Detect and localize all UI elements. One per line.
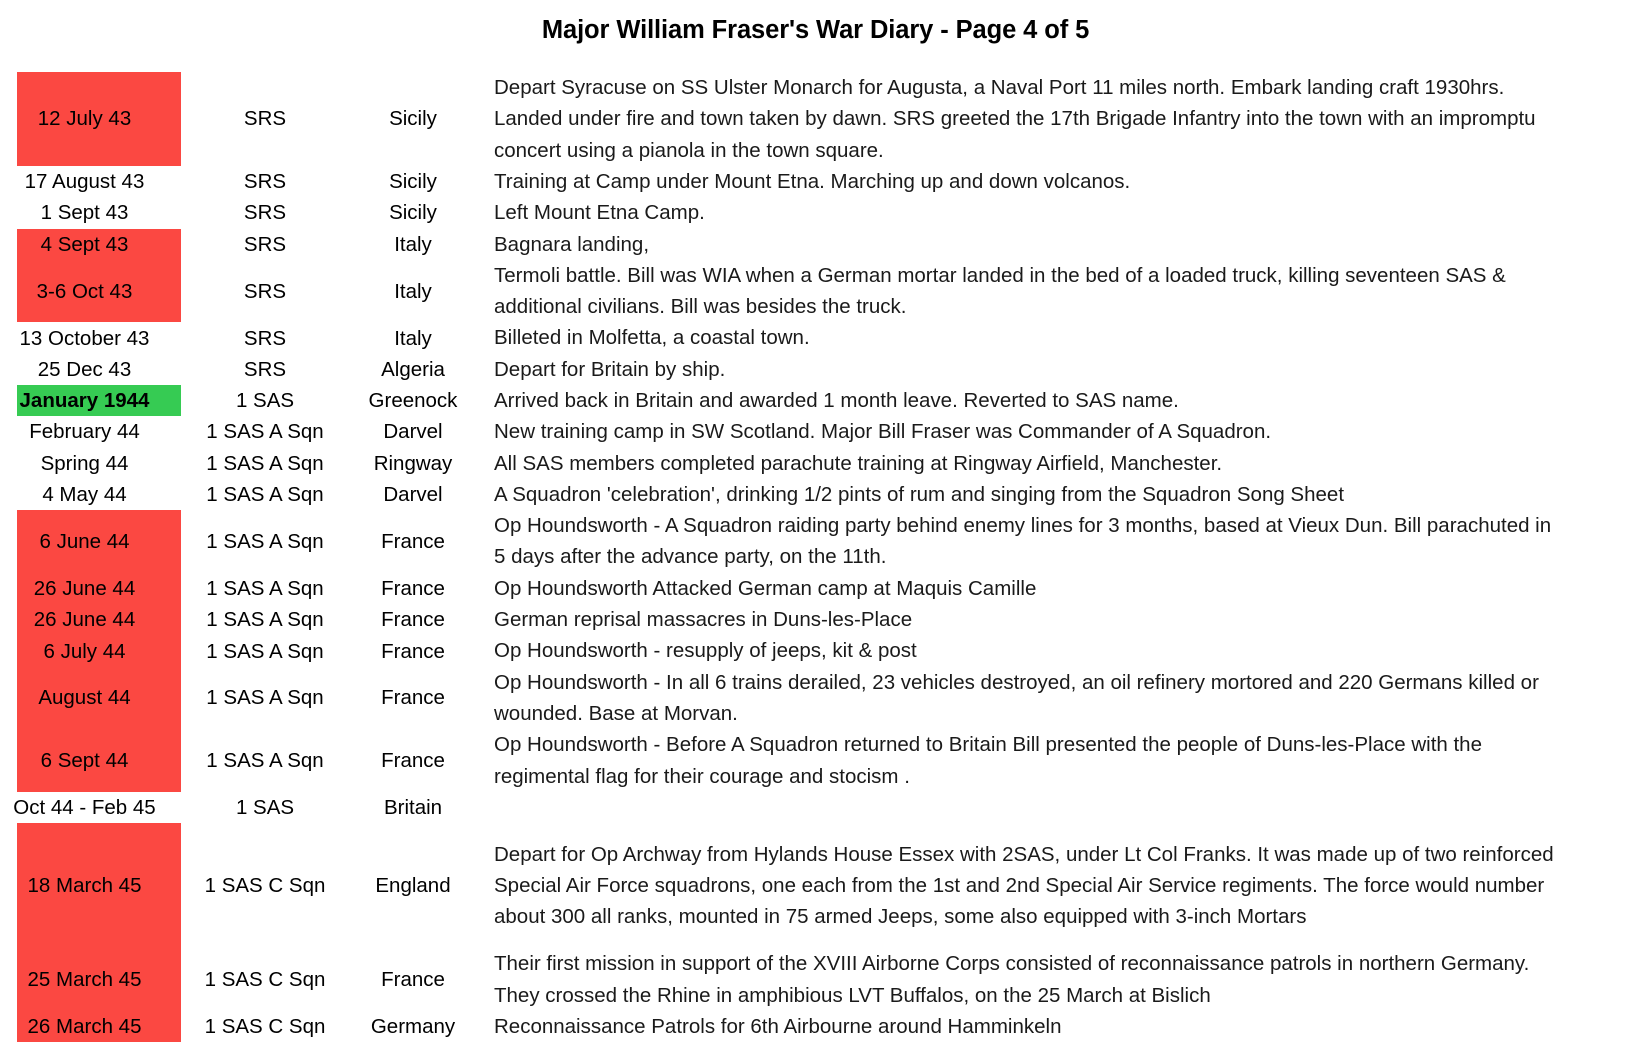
cell-date: 6 July 44	[43, 639, 126, 663]
cell-description: German reprisal massacres in Duns-les-Place	[494, 608, 913, 632]
cell-description: A Squadron 'celebration', drinking 1/2 pints of rum and singing from the Squadron Song Sheet	[494, 482, 1345, 506]
cell-date: Spring 44	[40, 451, 129, 475]
table-row	[0, 385, 1631, 416]
cell-description: Depart for Britain by ship.	[494, 357, 726, 381]
cell-location: France	[381, 749, 445, 773]
cell-date: 6 Sept 44	[40, 749, 129, 773]
cell-description: Training at Camp under Mount Etna. Marching up and down volcanos.	[494, 169, 1131, 193]
cell-date: 1 Sept 43	[40, 201, 129, 225]
cell-description: Bagnara landing,	[494, 232, 650, 256]
cell-date: 6 June 44	[39, 529, 130, 553]
cell-location: France	[381, 576, 445, 600]
table-row	[0, 229, 1631, 260]
cell-description: New training camp in SW Scotland. Major Bill Fraser was Commander of A Squadron.	[494, 420, 1272, 444]
cell-unit: SRS	[243, 279, 287, 303]
cell-location: France	[381, 639, 445, 663]
cell-description: Billeted in Molfetta, a coastal town.	[494, 326, 810, 350]
cell-date: Oct 44 - Feb 45	[13, 796, 156, 820]
cell-date: 17 August 43	[24, 170, 145, 194]
table-row	[0, 604, 1631, 635]
table-row	[0, 479, 1631, 510]
cell-location: Greenock	[368, 389, 458, 413]
cell-description: Depart for Op Archway from Hylands House Essex with 2SAS, under Lt Col Franks. It was made up of two reinforced Special Air Force squadrons, one each from the 1st and 2nd Special Air Service regiments. The force would number about 300 all ranks, mounted in 75 armed Jeeps, some also equipped with 3-inch Mortars	[494, 842, 1554, 929]
cell-date: 18 March 45	[27, 874, 142, 898]
cell-date: 25 March 45	[27, 968, 142, 992]
cell-unit: SRS	[243, 107, 287, 131]
cell-date: 4 Sept 43	[40, 232, 129, 256]
cell-description: Op Houndsworth - In all 6 trains derailed, 23 vehicles destroyed, an oil refinery mortored and 220 Germans killed or wounded. Base at Morvan.	[494, 670, 1539, 725]
cell-unit: SRS	[243, 326, 287, 350]
cell-location: Sicily	[389, 201, 437, 225]
cell-date: January 1944	[19, 389, 150, 413]
cell-description: Op Houndsworth - Before A Squadron returned to Britain Bill presented the people of Duns-les-Place with the regimental flag for their courage and stocism .	[494, 733, 1482, 788]
table-row	[0, 667, 1631, 730]
table-row	[0, 573, 1631, 604]
cell-unit: 1 SAS A Sqn	[206, 686, 324, 710]
table-row	[0, 72, 1631, 166]
cell-description: Op Houndsworth Attacked German camp at Maquis Camille	[494, 576, 1037, 600]
cell-description: Op Houndsworth - A Squadron raiding party behind enemy lines for 3 months, based at Vieux Dun. Bill parachuted in 5 days after the advance party, on the 11th.	[494, 514, 1552, 569]
cell-location: France	[381, 608, 445, 632]
cell-location: France	[381, 686, 445, 710]
cell-location: Sicily	[389, 170, 437, 194]
cell-unit: 1 SAS A Sqn	[206, 529, 324, 553]
cell-unit: 1 SAS A Sqn	[206, 608, 324, 632]
cell-location: Darvel	[383, 420, 443, 444]
cell-location: England	[375, 874, 451, 898]
table-row	[0, 792, 1631, 823]
cell-description: Arrived back in Britain and awarded 1 month leave. Reverted to SAS name.	[494, 389, 1179, 412]
cell-location: Italy	[394, 279, 432, 303]
cell-date: 26 June 44	[33, 576, 136, 600]
cell-date: 4 May 44	[42, 483, 127, 507]
page-title: Major William Fraser's War Diary - Page 4 of 5	[541, 16, 1090, 44]
cell-unit: 1 SAS C Sqn	[204, 968, 326, 992]
cell-description: All SAS members completed parachute training at Ringway Airfield, Manchester.	[494, 451, 1223, 475]
cell-location: Algeria	[381, 357, 445, 381]
cell-location: Darvel	[383, 483, 443, 507]
table-row	[0, 448, 1631, 479]
cell-unit: 1 SAS A Sqn	[206, 483, 324, 507]
cell-unit: 1 SAS C Sqn	[204, 1015, 326, 1039]
table-row	[0, 197, 1631, 228]
table-row	[0, 635, 1631, 666]
cell-unit: 1 SAS	[235, 389, 295, 413]
cell-unit: 1 SAS	[235, 796, 295, 820]
table-row	[0, 729, 1631, 792]
cell-description: Reconnaissance Patrols for 6th Airbourne around Hamminkeln	[494, 1015, 1062, 1038]
cell-location: Ringway	[373, 451, 453, 475]
cell-unit: 1 SAS A Sqn	[206, 451, 324, 475]
table-row	[0, 1011, 1631, 1042]
cell-description: Their first mission in support of the XVIII Airborne Corps consisted of reconnaissance patrols in northern Germany. They crossed the Rhine in amphibious LVT Buffalos, on the 25 March at Bislich	[494, 952, 1530, 1007]
table-row	[0, 322, 1631, 353]
cell-date: 26 March 45	[27, 1015, 142, 1039]
cell-date: 13 October 43	[19, 326, 150, 350]
cell-location: Italy	[394, 232, 432, 256]
table-row	[0, 416, 1631, 447]
cell-location: Sicily	[389, 107, 437, 131]
cell-unit: SRS	[243, 201, 287, 225]
cell-description: Depart Syracuse on SS Ulster Monarch for Augusta, a Naval Port 11 miles north. Embark landing craft 1930hrs. Landed under fire and town taken by dawn. SRS greeted the 17th Brigade Infantry into the town with an impromptu concert using a pianola in the town square.	[494, 76, 1536, 162]
table-row	[0, 260, 1631, 323]
cell-unit: SRS	[243, 170, 287, 194]
cell-unit: 1 SAS C Sqn	[204, 874, 326, 898]
cell-date: 25 Dec 43	[37, 357, 132, 381]
cell-unit: 1 SAS A Sqn	[206, 639, 324, 663]
table-row	[0, 354, 1631, 385]
cell-unit: 1 SAS A Sqn	[206, 749, 324, 773]
cell-unit: 1 SAS A Sqn	[206, 420, 324, 444]
cell-description: Op Houndsworth - resupply of jeeps, kit & post	[494, 639, 917, 663]
table-row	[0, 948, 1631, 1011]
cell-location: France	[381, 529, 445, 553]
cell-description: Termoli battle. Bill was WIA when a German mortar landed in the bed of a loaded truck, killing seventeen SAS & additional civilians. Bill was besides the truck.	[494, 263, 1506, 319]
cell-description: Left Mount Etna Camp.	[494, 201, 705, 225]
cell-date: 3-6 Oct 43	[36, 279, 133, 303]
cell-location: Britain	[383, 796, 443, 820]
cell-date: 12 July 43	[37, 107, 132, 131]
table-row	[0, 166, 1631, 197]
table-row	[0, 510, 1631, 573]
cell-date: 26 June 44	[33, 608, 136, 632]
cell-unit: 1 SAS A Sqn	[206, 576, 324, 600]
cell-unit: SRS	[243, 232, 287, 256]
table-row	[0, 823, 1631, 948]
cell-location: Germany	[370, 1015, 456, 1039]
cell-location: France	[381, 968, 445, 992]
cell-unit: SRS	[243, 357, 287, 381]
cell-date: August 44	[38, 686, 131, 710]
cell-date: February 44	[29, 420, 140, 444]
cell-location: Italy	[394, 326, 432, 350]
